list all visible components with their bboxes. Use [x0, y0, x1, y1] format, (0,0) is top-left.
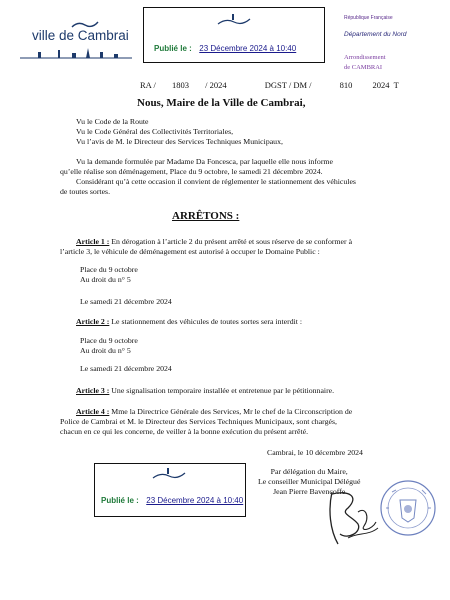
demande-line: Vu la demande formulée par Madame Da Foncesca, par laquelle elle nous informe — [76, 157, 333, 166]
demande-line: Considérant qu’à cette occasion il convient de réglementer le stationnement des véhicules — [76, 177, 356, 186]
article-4-text-3: chacun en ce qui les concerne, de veiller à la bonne exécution du présent arrêté. — [60, 427, 309, 436]
stamp-wave-icon — [216, 14, 252, 26]
stamp-date: 23 Décembre 2024 à 10:40 — [199, 44, 297, 53]
city-logo — [20, 18, 140, 68]
article-4 — [60, 407, 352, 437]
reference-line — [140, 80, 399, 90]
arrondissement-line-2: de CAMBRAI — [344, 64, 383, 71]
official-seal-icon — [378, 478, 438, 538]
article-2-date: Le samedi 21 décembre 2024 — [80, 364, 172, 373]
signature-name: Jean Pierre Bavencoffe — [273, 487, 346, 496]
vu-line: Vu l’avis de M. le Directeur des Services Techniques Municipaux, — [76, 137, 283, 146]
vu-line: Vu le Code Général des Collectivités Territoriales, — [76, 127, 234, 136]
article-2-place: Place du 9 octobre — [80, 336, 138, 345]
demande-block — [60, 157, 356, 197]
publication-stamp-top — [143, 7, 325, 63]
article-1-date: Le samedi 21 décembre 2024 — [80, 297, 172, 306]
article-2-location — [80, 336, 138, 356]
stamp-date: 23 Décembre 2024 à 10:40 — [146, 496, 244, 505]
stamp-label: Publié le : — [154, 44, 192, 53]
ref-ra: RA / — [140, 80, 156, 90]
article-2 — [76, 317, 302, 327]
arrondissement-line-1: Arrondissement — [344, 54, 386, 61]
ref-year-2: 2024 — [372, 80, 390, 90]
stamp-wave-icon — [151, 468, 187, 480]
article-4-text-2: Police de Cambrai et M. le Directeur des Services Techniques Municipaux, sont chargés, — [60, 417, 337, 426]
logo-text: ville de Cambrai — [32, 28, 129, 43]
publication-stamp-bottom — [94, 463, 246, 517]
ref-number: 1803 — [171, 80, 189, 90]
article-4-text: Mme la Directrice Générale des Services, Mr le chef de la Circonscription de — [111, 407, 353, 416]
stamp-label: Publié le : — [101, 496, 139, 505]
vu-line: Vu le Code de la Route — [76, 117, 149, 126]
departement-text: Département du Nord — [344, 31, 407, 38]
article-1-droit: Au droit du n° 5 — [80, 275, 131, 284]
ref-t: T — [393, 80, 399, 90]
article-4-label: Article 4 : — [76, 407, 110, 416]
vu-block — [76, 117, 283, 147]
page-title: Nous, Maire de la Ville de Cambrai, — [137, 97, 306, 109]
article-1-place: Place du 9 octobre — [80, 265, 138, 274]
article-1-text-2: l’article 3, le véhicule de déménagement est autorisé à occuper le Domaine Public : — [60, 247, 320, 256]
article-3-text: Une signalisation temporaire installée et entretenue par le pétitionnaire. — [111, 386, 335, 395]
arretons-heading: ARRÊTONS : — [172, 210, 240, 222]
article-1-text: En dérogation à l’article 2 du présent arrêté et sous réserve de se conformer à — [111, 237, 353, 246]
article-2-droit: Au droit du n° 5 — [80, 346, 131, 355]
article-1-location — [80, 265, 138, 285]
article-2-label: Article 2 : — [76, 317, 110, 326]
logo-skyline-icon — [20, 48, 132, 62]
article-1 — [60, 237, 352, 257]
republique-text: République Française — [344, 15, 393, 21]
signature-place-date: Cambrai, le 10 décembre 2024 — [267, 448, 363, 457]
ref-dgst: DGST / DM / — [264, 80, 312, 90]
signature-delegation: Par délégation du Maire, — [270, 467, 348, 476]
ref-year: / 2024 — [205, 80, 227, 90]
demande-line: de toutes sortes. — [60, 187, 111, 196]
article-2-text: Le stationnement des véhicules de toutes sortes sera interdit : — [111, 317, 303, 326]
demande-line: qu’elle réalise son déménagement, Place du 9 octobre, le samedi 21 décembre 2024. — [60, 167, 323, 176]
ref-number-2: 810 — [339, 80, 353, 90]
article-3-label: Article 3 : — [76, 386, 110, 395]
article-1-label: Article 1 : — [76, 237, 110, 246]
article-3 — [76, 386, 334, 396]
signature-conseiller: Le conseiller Municipal Délégué — [258, 477, 361, 486]
